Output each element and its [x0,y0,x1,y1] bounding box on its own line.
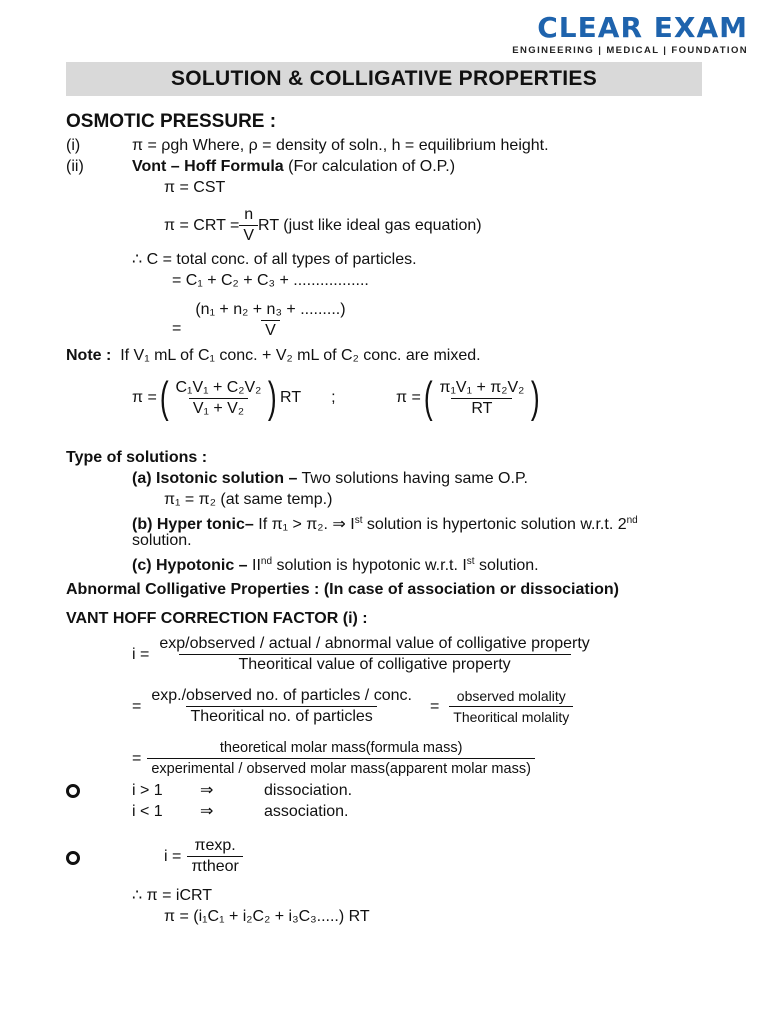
mix-fraction-2 [435,378,528,419]
bullet-icon [66,784,80,798]
i-equals: i = [132,645,150,663]
fraction-n-over-v [239,205,258,246]
item-i-label: (i) [66,137,81,154]
semicolon: ; [331,389,336,406]
osmotic-heading: OSMOTIC PRESSURE : [66,111,277,132]
mix-formula-1-right: RT [280,389,302,406]
equals-sign: = [132,749,142,767]
hypertonic-label: (b) Hyper tonic– [132,516,254,533]
i-equals: i = [164,847,182,865]
i-particles [132,686,573,727]
fraction-numerator: πexp. [194,837,236,854]
mix-formula-1 [132,373,336,422]
fraction-denominator: πtheor [187,856,243,877]
title-banner [66,62,702,96]
fraction-numerator: n [244,206,254,223]
vant-hoff-formula-label: Vont – Hoff Formula [132,158,284,175]
item-ii-text [132,157,455,177]
item-ii-label: (ii) [66,158,84,175]
types-heading: Type of solutions : [66,449,208,466]
note-text: If V₁ mL of C₁ conc. + V₂ mL of C₂ conc. are mixed. [120,347,481,364]
hypotonic-line [132,552,539,576]
logo-tagline: ENGINEERING | MEDICAL | FOUNDATION [512,45,748,56]
i-pi-ratio [164,836,243,877]
pi-sum-eq: π = (i₁C₁ + i₂C₂ + i₃C₃.....) RT [164,908,370,925]
eq-sum-fraction [172,300,350,341]
eq-pi-crt [164,205,482,246]
sup-nd: nd [626,515,638,526]
fraction-denominator: Theoritical no. of particles [186,706,376,727]
mix-formula-1-left: π = [132,389,157,406]
i-molar-mass [132,738,535,779]
fraction-denominator: RT [451,398,512,419]
fraction-denominator: V [239,225,258,246]
fraction-denominator: V₁ + V₂ [189,398,248,419]
gt-right: dissociation. [264,782,353,799]
eq-pi-crt-right: RT (just like ideal gas equation) [258,216,482,234]
note-line [66,346,481,366]
pi-ratio-fraction [187,836,243,877]
sup-st: st [354,515,363,526]
i-fraction-1 [155,634,593,675]
mix-fraction-1 [171,378,265,419]
equals-sign: = [132,697,142,715]
right-paren: ) [531,373,541,422]
hypotonic-text-3: solution. [474,557,539,574]
implies-icon: ⇒ [200,782,214,799]
fraction-denominator: Theoritical molality [449,706,573,727]
gt-left: i > 1 [132,782,163,799]
clear-exam-logo [512,11,748,56]
fraction-denominator: Theoritical value of colligative property [179,654,571,675]
eq-pi-cst: π = CST [164,179,226,196]
bullet-icon [66,851,80,865]
left-paren: ( [423,373,433,422]
therefore-total-conc: ∴ C = total conc. of all types of particles. [132,251,417,268]
isotonic-eq: π₁ = π₂ (at same temp.) [164,491,333,508]
therefore-icrt: ∴ π = iCRT [132,887,213,904]
vant-hoff-factor-heading: VANT HOFF CORRECTION FACTOR (i) : [66,610,368,627]
fraction-numerator: (n₁ + n₂ + n₃ + .........) [195,301,346,318]
sup-nd: nd [260,556,273,567]
hypotonic-text-2: solution is hypotonic w.r.t. I [272,557,467,574]
fraction-numerator: π₁V₁ + π₂V₂ [439,378,525,396]
fraction-denominator: V [261,320,280,341]
lt-right: association. [264,803,349,820]
mix-formula-2-left: π = [396,389,421,406]
hypertonic-line-2: solution. [132,532,192,549]
hypotonic-text-1: II [247,557,261,574]
isotonic-line [132,469,528,489]
i-fraction-2 [147,686,416,727]
hypotonic-label: (c) Hypotonic – [132,557,248,574]
hypertonic-text-1: If π₁ > π₂. ⇒ I [253,516,355,533]
i-definition [132,634,594,675]
fraction-n-sum-over-v [191,300,349,341]
sup-st: st [466,556,475,567]
equals-sign: = [429,697,440,715]
fraction-numerator: theoretical molar mass(formula mass) [219,740,463,756]
left-paren: ( [159,373,169,422]
i-fraction-3 [449,686,573,727]
hypertonic-text-2: solution is hypertonic solution w.r.t. 2 [362,516,627,533]
conc-sum: = C₁ + C₂ + C₃ + ................. [172,272,369,289]
lt-left: i < 1 [132,803,163,820]
abnormal-heading: Abnormal Colligative Properties : (In case of association or dissociation) [66,581,620,598]
eq-pi-crt-left: π = CRT = [164,216,240,234]
vant-hoff-note: (For calculation of O.P.) [283,158,456,175]
hypertonic-line [132,511,638,535]
right-paren: ) [268,373,278,422]
isotonic-text: Two solutions having same O.P. [297,470,528,487]
fraction-numerator: exp./observed no. of particles / conc. [151,687,412,704]
logo-main-text: CLEAR EXAM [537,11,748,44]
note-label: Note : [66,347,112,364]
fraction-numerator: C₁V₁ + C₂V₂ [175,378,262,396]
fraction-numerator: observed molality [456,688,566,704]
implies-icon: ⇒ [200,803,214,820]
item-i-text: π = ρgh Where, ρ = density of soln., h = equilibrium height. [132,137,549,154]
equals-sign: = [172,319,182,337]
fraction-denominator: experimental / observed molar mass(apparent molar mass) [147,758,535,779]
page-title: SOLUTION & COLLIGATIVE PROPERTIES [170,67,598,90]
i-fraction-4 [147,738,535,779]
fraction-numerator: exp/observed / actual / abnormal value of colligative property [159,635,590,652]
mix-formula-2 [396,373,543,422]
isotonic-label: (a) Isotonic solution – [132,470,298,487]
